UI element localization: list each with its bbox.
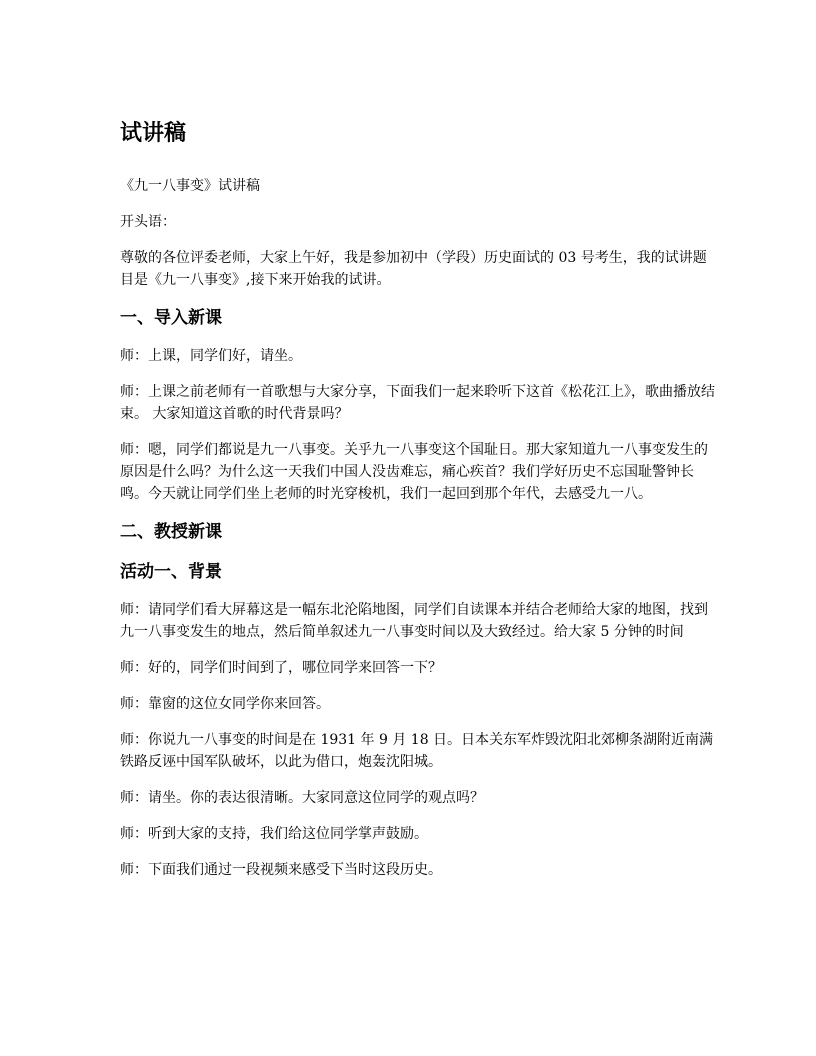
paragraph: 师：下面我们通过一段视频来感受下当时这段历史。: [120, 862, 442, 878]
paragraph: 师：靠窗的这位女同学你来回答。: [120, 696, 330, 712]
paragraph: 师：好的，同学们时间到了，哪位同学来回答一下？: [120, 660, 442, 676]
paragraph: 师：听到大家的支持，我们给这位同学掌声鼓励。: [120, 826, 428, 842]
opening-text: 尊敬的各位评委老师，大家上午好，我是参加初中（学段）历史面试的 03 号考生，我的试讲题目是《九一八事变》,接下来开始我的试讲。: [120, 250, 707, 288]
paragraph: 师：嗯，同学们都说是九一八事变。关乎九一八事变这个国耻日。那大家知道九一八事变发生的原因是什么吗？为什么这一天我们中国人没齿难忘，痛心疾首？我们学好历史不忘国耻警钟长鸣。今天就让同学们坐上老师的时光穿梭机，我们一起回到那个年代，去感受九一八。: [120, 442, 708, 502]
paragraph: 师：请坐。你的表达很清晰。大家同意这位同学的观点吗？: [120, 790, 484, 806]
paragraph: 师：请同学们看大屏幕这是一幅东北沦陷地图，同学们自读课本并结合老师给大家的地图，找到九一八事变发生的地点，然后简单叙述九一八事变时间以及大致经过。给大家 5 分钟的时间: [120, 602, 708, 640]
opening-label: 开头语：: [120, 214, 176, 230]
document-title: 试讲稿: [120, 121, 187, 146]
paragraph: 师：上课之前老师有一首歌想与大家分享，下面我们一起来聆听下这首《松花江上》，歌曲播放结束。 大家知道这首歌的时代背景吗？: [120, 384, 715, 422]
section-heading-intro: 一、导入新课: [120, 308, 222, 328]
document-subtitle: 《九一八事变》试讲稿: [120, 178, 260, 194]
paragraph: 师：你说九一八事变的时间是在 1931 年 9 月 18 日。日本关东军炸毁沈阳北郊柳条湖附近南满铁路反诬中国军队破坏，以此为借口，炮轰沈阳城。: [120, 732, 714, 770]
document-page: [120, 118, 716, 895]
paragraph: 师：上课，同学们好，请坐。: [120, 348, 302, 364]
activity-heading: 活动一、背景: [120, 562, 222, 582]
section-heading-teaching: 二、教授新课: [120, 522, 222, 542]
